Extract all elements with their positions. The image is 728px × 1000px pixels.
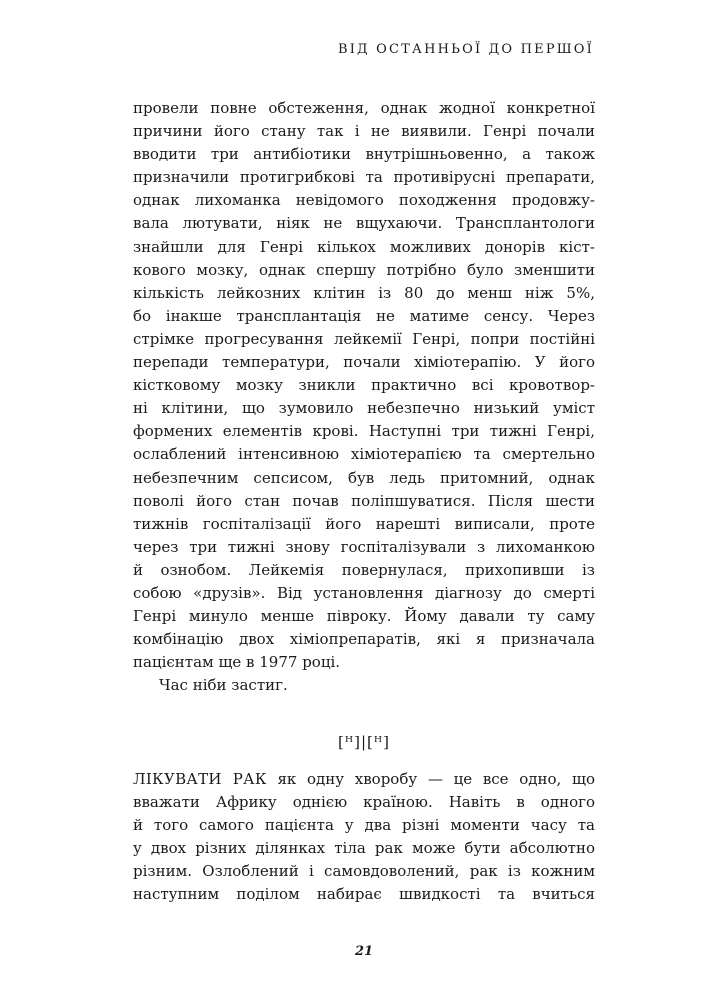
page-number: 21 [354,944,374,959]
text-line: вала лютувати, ніяк не вщухаючи. Трансплантологи [133,214,595,233]
text-line: провели повне обстеження, однак жодної конкретної [133,99,595,117]
body-text-paragraph-3 [133,768,595,907]
text-line-first [133,768,595,791]
text-line: стрімке прогресування лейкемії Генрі, попри постійні [133,329,595,348]
running-head: ВІД ОСТАННЬОЇ ДО ПЕРШОЇ [337,42,594,57]
text-line: вважати Африку однією країною. Навіть в одного [133,793,595,812]
body-text-paragraph-1 [133,97,595,697]
text-line: й того самого пацієнта у два різні моменти часу та [133,816,595,835]
section-break-ornament: [ᴴ]|[ᴴ] [338,733,390,751]
text-line: через три тижні знову госпіталізували з лихоманкою [133,537,595,556]
text-line: причини його стану так і не виявили. Генрі почали [133,122,595,141]
text-line: ослаблений інтенсивною хіміотерапією та смертельно [133,445,595,464]
text-line: кістковому мозку зникли практично всі кровотвор- [133,376,595,395]
text-line: собою «друзів». Від установлення діагнозу до смерті [133,583,595,602]
text-line: поволі його стан почав поліпшуватися. Після шести [133,491,595,510]
text-line: комбінацію двох хіміопрепаратів, які я призначала [133,630,595,649]
text-line: у двох різних ділянках тіла рак може бути абсолютно [133,839,595,858]
text-line: наступним поділом набирає швидкості та вчиться [133,885,595,904]
text-line: знайшли для Генрі кількох можливих донорів кіст- [133,237,595,256]
text-line: бо інакше трансплантація не матиме сенсу. Через [133,306,595,325]
text-line: різним. Озлоблений і самовдоволений, рак із кожним [133,862,595,881]
body-text-paragraph-2: Час ніби застиг. [159,676,288,695]
text-line: пацієнтам ще в 1977 році. [133,653,341,672]
section-lead-in: ЛІКУВАТИ РАК [133,770,267,788]
text-line: й ознобом. Лейкемія повернулася, прихопивши із [133,560,595,579]
text-line: формених елементів крові. Наступні три тижні Генрі, [133,422,595,441]
text-line: ні клітини, що зумовило небезпечно низький уміст [133,399,595,418]
text-line: призначили протигрибкові та противірусні препарати, [133,168,595,187]
text-line: перепади температури, почали хіміотерапію. У його [133,353,595,372]
text-line: небезпечним сепсисом, був ледь притомний, однак [133,468,595,487]
text-line: кількість лейкозних клітин із 80 до менш ніж 5%, [133,283,595,302]
text-line: кового мозку, однак спершу потрібно було зменшити [133,260,595,279]
text-line: Генрі минуло менше півроку. Йому давали ту саму [133,607,595,626]
text-line: тижнів госпіталізації його нарешті виписали, проте [133,514,595,533]
text-line: вводити три антибіотики внутрішньовенно, а також [133,145,595,164]
text-line-rest: як одну хворобу — це все одно, що [266,770,596,788]
text-line: однак лихоманка невідомого походження продовжу- [133,191,595,210]
